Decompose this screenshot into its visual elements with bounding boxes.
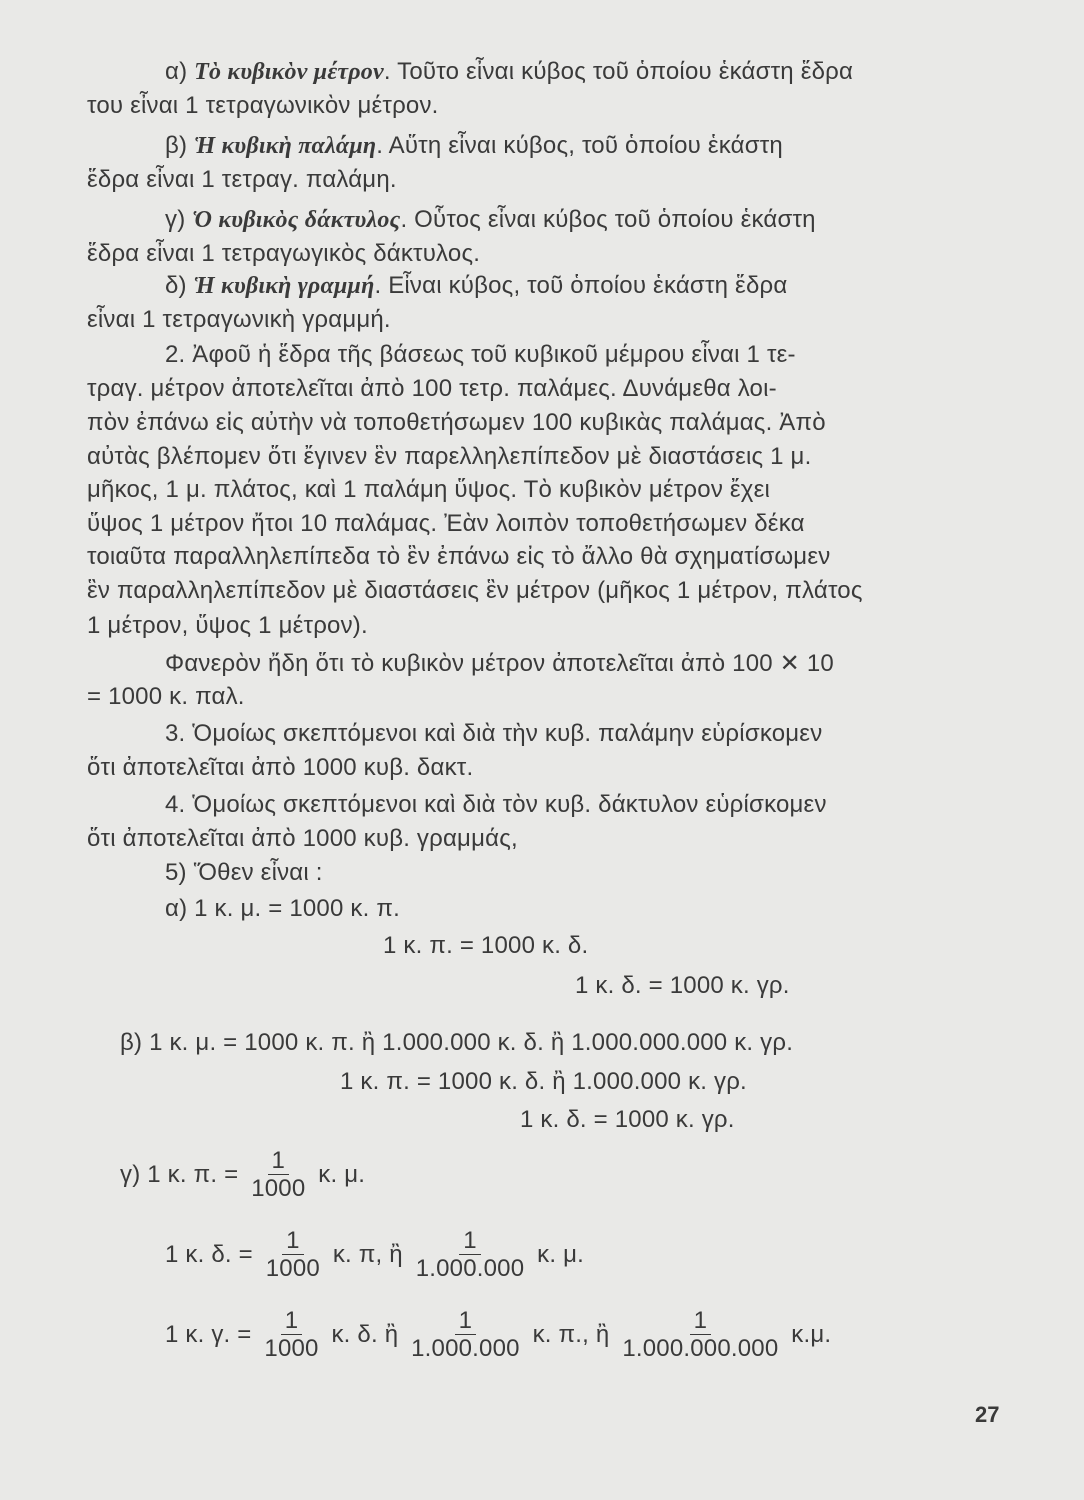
denominator: 1000 <box>264 1335 319 1362</box>
text-line: 2. Ἀφοῦ ἡ ἕδρα τῆς βάσεως τοῦ κυβικοῦ μέμρου εἶναι 1 τε- <box>165 341 796 368</box>
text-line: πὸν ἐπάνω εἰς αὐτὴν νὰ τοποθετήσωμεν 100 κυβικὰς παλάμας. Ἀπὸ <box>87 409 826 436</box>
para-c <box>165 206 816 234</box>
numerator: 1 <box>455 1308 477 1335</box>
fraction-equation <box>165 1228 584 1283</box>
text-line: 3. Ὁμοίως σκεπτόμενοι καὶ διὰ τὴν κυβ. παλάμην εὑρίσκομεν <box>165 720 823 747</box>
text-line: = 1000 κ. παλ. <box>87 683 245 710</box>
text-line: τοιαῦτα παραλληλεπίπεδα τὸ ἓν ἐπάνω εἰς τὸ ἄλλο θὰ σχηματίσωμεν <box>87 543 831 570</box>
fraction <box>264 1308 318 1363</box>
equation: α) 1 κ. μ. = 1000 κ. π. <box>165 895 400 922</box>
text: . Εἶναι κύβος, τοῦ ὁποίου ἑκάστη ἕδρα <box>374 272 788 299</box>
text: . Τοῦτο εἶναι κύβος τοῦ ὁποίου ἑκάστη ἕδρα <box>383 58 854 85</box>
label: δ) <box>165 272 194 299</box>
label: β) <box>165 132 195 159</box>
text: κ. μ. <box>537 1240 584 1268</box>
text: κ. π., ἢ <box>532 1320 610 1348</box>
text: . Αὕτη εἶναι κύβος, τοῦ ὁποίου ἑκάστη <box>376 132 783 159</box>
text: κ. δ. ἢ <box>331 1320 399 1348</box>
equation: 1 κ. π. = 1000 κ. δ. <box>383 932 589 959</box>
numerator: 1 <box>459 1228 481 1255</box>
text: γ) 1 κ. π. = <box>120 1160 239 1188</box>
text-line: αὐτὰς βλέπομεν ὅτι ἔγινεν ἓν παρελληλεπίπεδον μὲ διαστάσεις 1 μ. <box>87 443 812 470</box>
label: γ) <box>165 206 193 233</box>
page-number: 27 <box>975 1402 1000 1427</box>
text-line: ὅτι ἀποτελεῖται ἀπὸ 1000 κυβ. δακτ. <box>87 754 474 781</box>
text-line: Φανερὸν ἤδη ὅτι τὸ κυβικὸν μέτρον ἀποτελεῖται ἀπὸ 100 ✕ 10 <box>165 650 834 677</box>
para-d <box>165 272 787 300</box>
term: Ἡ κυβικὴ γραμμή <box>193 273 375 299</box>
text: κ.μ. <box>791 1320 832 1348</box>
fraction <box>416 1228 525 1283</box>
para-b <box>165 132 783 160</box>
numerator: 1 <box>268 1148 290 1175</box>
equation: 1 κ. δ. = 1000 κ. γρ. <box>575 972 790 999</box>
para-a <box>165 58 853 86</box>
denominator: 1.000.000.000 <box>622 1335 779 1362</box>
text: κ. μ. <box>318 1160 366 1188</box>
numerator: 1 <box>690 1308 712 1335</box>
denominator: 1000 <box>265 1255 320 1282</box>
text: 1 κ. γ. = <box>165 1320 252 1348</box>
text: κ. π, ἢ <box>332 1240 403 1268</box>
text-line: ὅτι ἀποτελεῖται ἀπὸ 1000 κυβ. γραμμάς, <box>87 825 518 852</box>
text-line: του εἶναι 1 τετραγωνικὸν μέτρον. <box>87 92 439 119</box>
denominator: 1.000.000 <box>415 1255 525 1282</box>
text-line: 5) Ὅθεν εἶναι : <box>165 859 323 886</box>
fraction <box>622 1308 778 1363</box>
denominator: 1.000.000 <box>411 1335 520 1362</box>
numerator: 1 <box>282 1228 304 1255</box>
equation: 1 κ. δ. = 1000 κ. γρ. <box>520 1106 735 1133</box>
fraction <box>251 1148 305 1203</box>
term: Ὁ κυβικὸς δάκτυλος <box>192 207 401 233</box>
equation: β) 1 κ. μ. = 1000 κ. π. ἢ 1.000.000 κ. δ. ἢ 1.000.000.000 κ. γρ. <box>120 1029 794 1056</box>
fraction <box>411 1308 520 1363</box>
text: . Οὗτος εἶναι κύβος τοῦ ὁποίου ἑκάστη <box>400 206 816 233</box>
text-line: τραγ. μέτρον ἀποτελεῖται ἀπὸ 100 τετρ. παλάμες. Δυνάμεθα λοι- <box>87 375 777 402</box>
text: 1 κ. δ. = <box>165 1240 253 1268</box>
equation: 1 κ. π. = 1000 κ. δ. ἢ 1.000.000 κ. γρ. <box>340 1068 747 1095</box>
text-line: ἕδρα εἶναι 1 τετραγ. παλάμη. <box>87 166 397 193</box>
fraction-equation <box>165 1308 831 1363</box>
fraction <box>266 1228 320 1283</box>
fraction-equation <box>120 1148 365 1203</box>
term: Ἡ κυβικὴ παλάμη <box>194 133 377 159</box>
text-line: ὕψος 1 μέτρον ἤτοι 10 παλάμας. Ἐὰν λοιπὸν τοποθετήσωμεν δέκα <box>87 510 805 537</box>
text-line: ἕδρα εἶναι 1 τετραγωγικὸς δάκτυλος. <box>87 240 481 267</box>
denominator: 1000 <box>251 1175 306 1202</box>
term: Τὸ κυβικὸν μέτρον <box>194 59 384 85</box>
text-line: 4. Ὁμοίως σκεπτόμενοι καὶ διὰ τὸν κυβ. δάκτυλον εὑρίσκομεν <box>165 791 827 818</box>
label: α) <box>165 58 195 85</box>
numerator: 1 <box>281 1308 303 1335</box>
text-line: ἓν παραλληλεπίπεδον μὲ διαστάσεις ἓν μέτρον (μῆκος 1 μέτρον, πλάτος <box>87 577 863 604</box>
text-line: 1 μέτρον, ὕψος 1 μέτρον). <box>87 612 368 639</box>
text-line: εἶναι 1 τετραγωνικὴ γραμμή. <box>87 306 391 333</box>
text-line: μῆκος, 1 μ. πλάτος, καὶ 1 παλάμη ὕψος. Τὸ κυβικὸν μέτρον ἔχει <box>87 476 771 503</box>
